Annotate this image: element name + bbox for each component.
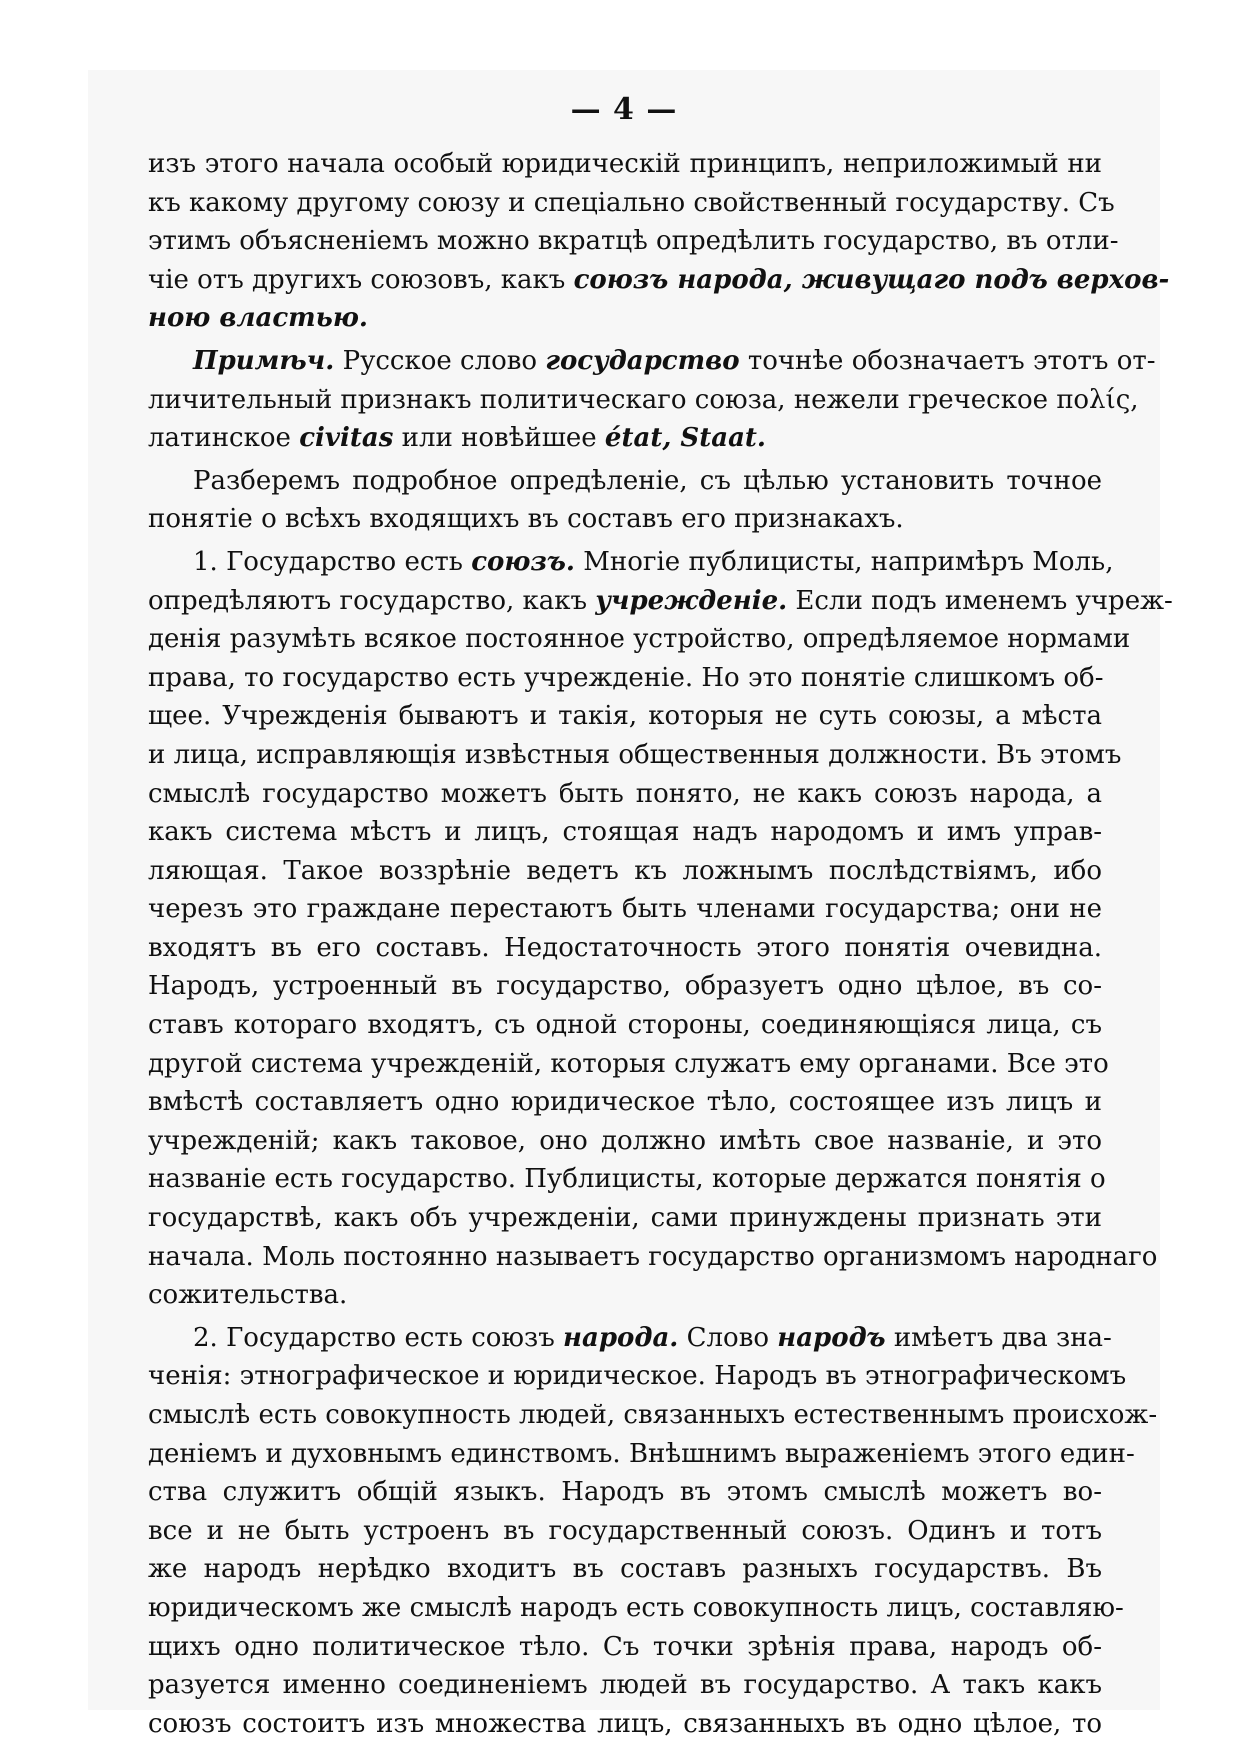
text-run: опредѣляютъ государство, какъ (148, 585, 596, 616)
paragraph (148, 543, 1173, 1315)
text-run: Разберемъ подробное опредѣленіе, съ цѣлью установить точное (193, 465, 1102, 496)
text-run: Русское слово (334, 345, 546, 376)
text-run: денія разумѣть всякое постоянное устройство, опредѣляемое нормами (148, 624, 1131, 655)
text-run: ляющая. Такое воззрѣніе ведетъ къ ложнымъ послѣдствіямъ, ибо (148, 855, 1102, 886)
text-run: Многіе публицисты, напримѣръ Моль, (574, 546, 1114, 577)
text-run: или новѣйшее (393, 423, 605, 454)
emphasis-text: союзъ. (471, 546, 575, 577)
text-run: черезъ это граждане перестаютъ быть членами государства; они не (148, 894, 1102, 925)
text-line (148, 620, 1131, 659)
text-run: изъ этого начала особый юридическій принципъ, неприложимый ни (148, 149, 1102, 179)
paragraph (148, 1319, 1158, 1744)
text-run: этимъ объясненіемъ можно вкратцѣ опредѣлить государство, въ отли- (148, 226, 1119, 257)
paragraph (148, 145, 1170, 338)
text-line (148, 967, 1102, 1006)
text-run: и лица, исправляющія извѣстныя общественныя должности. Въ этомъ (148, 739, 1122, 770)
text-line (148, 1199, 1102, 1238)
paragraph (148, 462, 1102, 539)
text-line (148, 697, 1102, 736)
emphasis-text: учрежденіе. (595, 585, 788, 616)
text-run: понятіе о всѣхъ входящихъ въ составъ его признакахъ. (148, 504, 904, 535)
text-line (148, 1122, 1102, 1161)
text-run: ченія: этнографическое и юридическое. Народъ въ этнографическомъ (148, 1361, 1127, 1392)
text-run: разуется именно соединеніемъ людей въ государство. А такъ какъ (148, 1670, 1102, 1701)
text-run: деніемъ и духовнымъ единствомъ. Внѣшнимъ выраженіемъ этого един- (148, 1438, 1135, 1469)
text-line (148, 890, 1102, 929)
text-line (148, 1396, 1158, 1435)
text-line (148, 381, 1139, 420)
emphasis-text: état, Staat. (604, 423, 766, 454)
text-run: права, то государство есть учрежденіе. Но это понятіе слишкомъ об- (148, 662, 1104, 693)
text-run: учрежденій; какъ таковое, оно должно имѣть свое названіе, и это (148, 1125, 1102, 1156)
emphasis-text: Примѣч. (193, 345, 335, 376)
text-line (148, 261, 1170, 300)
text-line (148, 1319, 1112, 1358)
text-line (148, 1512, 1102, 1551)
text-line (148, 1550, 1102, 1589)
text-line (148, 1006, 1102, 1045)
text-run: входятъ въ его составъ. Недостаточность этого понятія очевидна. (148, 932, 1102, 963)
text-line (148, 1666, 1102, 1705)
text-run: точнѣе обозначаетъ этотъ от- (739, 345, 1156, 376)
book-page (88, 70, 1173, 1739)
text-run: смыслѣ государство можетъ быть понято, не какъ союзъ народа, а (148, 778, 1102, 809)
text-line (148, 1435, 1135, 1474)
text-line (148, 419, 1102, 458)
text-line (148, 342, 1156, 381)
text-run: все и не быть устроенъ въ государственный союзъ. Одинъ и тотъ (148, 1515, 1102, 1546)
text-line (148, 736, 1122, 775)
text-line (148, 1357, 1127, 1396)
emphasis-text: civitas (299, 423, 394, 454)
text-line (148, 462, 1102, 501)
text-run: чіе отъ другихъ союзовъ, какъ (148, 264, 574, 295)
text-run: же народъ нерѣдко входитъ въ составъ разныхъ государствъ. Въ (148, 1554, 1102, 1585)
text-run: 1. Государство есть (193, 546, 472, 577)
text-run: личительный признакъ политическаго союза, нежели греческое πολίς, (148, 384, 1139, 415)
text-line (148, 813, 1102, 852)
emphasis-text: народъ (777, 1322, 886, 1353)
emphasis-text: народа. (563, 1322, 679, 1353)
text-line (148, 1705, 1102, 1744)
page-number: — 4 — (570, 92, 678, 127)
text-line (148, 929, 1102, 968)
text-run: названіе есть государство. Публицисты, которые держатся понятія о (148, 1164, 1106, 1195)
text-run: щихъ одно политическое тѣло. Съ точки зрѣнія права, народъ об- (148, 1631, 1102, 1662)
text-line (148, 1473, 1102, 1512)
text-line (148, 145, 1102, 184)
text-line (148, 1589, 1124, 1628)
body-text (148, 145, 1173, 1743)
text-run: Если подъ именемъ учреж- (787, 585, 1173, 616)
text-line (148, 1045, 1109, 1084)
text-line (148, 775, 1102, 814)
text-run: Слово (678, 1322, 778, 1353)
text-run: начала. Моль постоянно называетъ государство организмомъ народнаго (148, 1241, 1158, 1272)
emphasis-text: ною властью. (148, 303, 368, 334)
text-line (148, 222, 1119, 261)
emphasis-text: государство (545, 345, 740, 376)
text-line (148, 1083, 1102, 1122)
text-line (148, 1276, 1102, 1315)
text-run: щее. Учрежденія бываютъ и такія, которыя не суть союзы, а мѣста (148, 701, 1102, 732)
paragraph (148, 342, 1156, 458)
emphasis-text: союзъ народа, живущаго подъ верхов- (573, 264, 1170, 295)
text-run: сожительства. (148, 1280, 348, 1311)
text-run: вмѣстѣ составляетъ одно юридическое тѣло, состоящее изъ лицъ и (148, 1087, 1102, 1118)
text-line (148, 852, 1102, 891)
text-line (148, 299, 1102, 338)
text-run: государствѣ, какъ объ учрежденіи, сами принуждены признать эти (148, 1203, 1102, 1234)
text-run: другой система учрежденій, которыя служатъ ему органами. Все это (148, 1048, 1109, 1079)
text-run: ставъ котораго входятъ, съ одной стороны, соединяющіяся лица, съ (148, 1010, 1102, 1041)
text-line (148, 543, 1114, 582)
text-run: ства служитъ общій языкъ. Народъ въ этомъ смыслѣ можетъ во- (148, 1477, 1102, 1508)
text-line (148, 500, 1102, 539)
text-run: смыслѣ есть совокупность людей, связанныхъ естественнымъ происхож- (148, 1400, 1158, 1430)
text-line (148, 1238, 1158, 1277)
text-line (148, 1628, 1102, 1667)
text-run: юридическомъ же смыслѣ народъ есть совокупность лицъ, составляю- (148, 1592, 1124, 1623)
text-run: какъ система мѣстъ и лицъ, стоящая надъ народомъ и имъ управ- (148, 817, 1102, 848)
text-run: имѣетъ два зна- (885, 1322, 1112, 1353)
text-line (148, 184, 1115, 223)
text-run: къ какому другому союзу и спеціально свойственный государству. Съ (148, 187, 1115, 218)
text-line (148, 659, 1102, 698)
text-run: союзъ состоитъ изъ множества лицъ, связанныхъ въ одно цѣлое, то (148, 1708, 1102, 1739)
text-run: латинское (148, 423, 300, 454)
text-line (148, 1160, 1106, 1199)
text-line (148, 582, 1173, 621)
text-run: 2. Государство есть союзъ (193, 1322, 564, 1353)
text-run: Народъ, устроенный въ государство, образуетъ одно цѣлое, въ со- (148, 971, 1102, 1002)
